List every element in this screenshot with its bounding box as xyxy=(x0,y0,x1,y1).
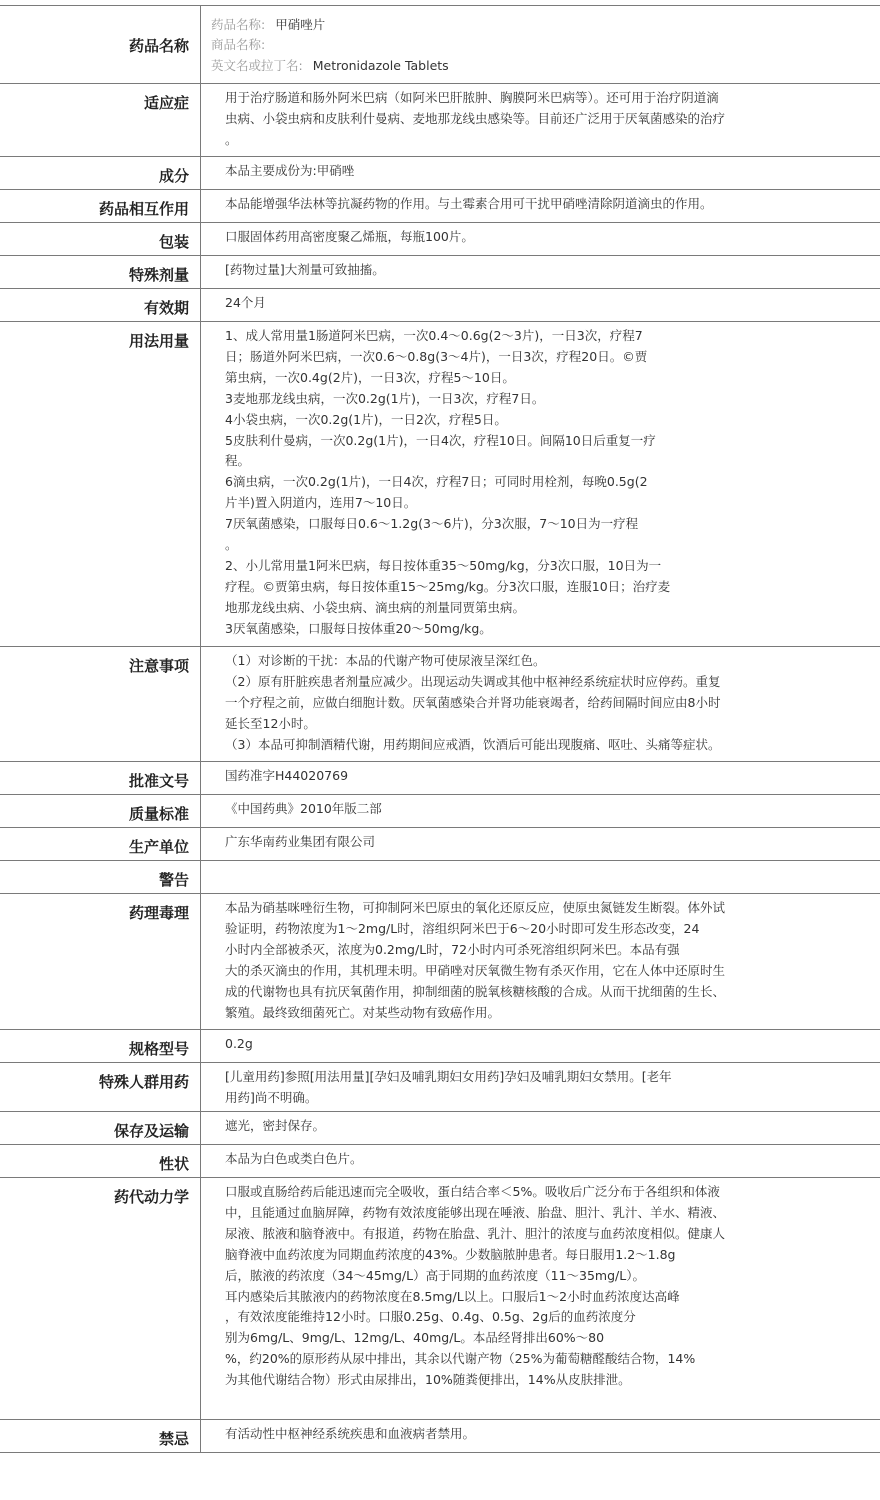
english-name-value: Metronidazole Tablets xyxy=(312,57,449,73)
value-line: 耳内感染后其脓液内的药物浓度在8.5mg/L以上。口服后1～2小时血药浓度达高峰 xyxy=(225,1288,680,1304)
table-row xyxy=(0,157,880,190)
table-row xyxy=(0,190,880,223)
value-line: 本品为硝基咪唑衍生物，可抑制阿米巴原虫的氧化还原反应，使原虫氮链发生断裂。体外试 xyxy=(225,900,726,915)
row-label: 规格型号 xyxy=(0,1030,201,1062)
row-value xyxy=(201,762,880,794)
table-row xyxy=(0,84,880,157)
value-line: 本品为白色或类白色片。 xyxy=(225,1151,363,1166)
value-line: 脑脊液中血药浓度为同期血药浓度的43%。少数脑脓肿患者。每日服用1.2～1.8g xyxy=(225,1246,676,1262)
table-row xyxy=(0,256,880,289)
row-label: 特殊人群用药 xyxy=(0,1063,201,1111)
value-line: 延长至12小时。 xyxy=(225,715,316,731)
row-value xyxy=(201,1145,880,1177)
row-value xyxy=(201,1030,880,1062)
value-line: ，有效浓度能维持12小时。口服0.25g、0.4g、0.5g、2g后的血药浓度分 xyxy=(225,1309,636,1325)
row-label: 药品相互作用 xyxy=(0,190,201,222)
value-line: 用于治疗肠道和肠外阿米巴病（如阿米巴肝脓肿、胸膜阿米巴病等）。还可用于治疗阴道滴 xyxy=(225,90,719,105)
value-line: 小时内全部被杀灭，浓度为0.2mg/L时，72小时内可杀死溶组织阿米巴。本品有强 xyxy=(225,941,680,957)
value-line: 本品能增强华法林等抗凝药物的作用。与土霉素合用可干扰甲硝唑清除阴道滴虫的作用。 xyxy=(225,196,713,211)
value-line: 成的代谢物也具有抗厌氧菌作用，抑制细菌的脱氧核糖核酸的合成。从而干扰细菌的生长、 xyxy=(225,983,726,999)
value-line: 24个月 xyxy=(225,295,266,310)
value-line: 片半)置入阴道内，连用7～10日。 xyxy=(225,495,417,511)
row-label: 用法用量 xyxy=(0,322,201,646)
value-line: 为其他代谢结合物）形式由尿排出，10%随粪便排出，14%从皮肤排泄。 xyxy=(225,1372,631,1388)
value-line: 5皮肤利什曼病，一次0.2g(1片)，一日4次，疗程10日。间隔10日后重复一疗 xyxy=(225,432,656,448)
table-row xyxy=(0,1178,880,1420)
value-line: 日；肠道外阿米巴病，一次0.6～0.8g(3～4片)，一日3次，疗程20日。©贾 xyxy=(225,348,648,364)
value-line: 后，脓液的药浓度（34～45mg/L）高于同期的血药浓度（11～35mg/L）。 xyxy=(225,1267,645,1283)
value-line: 1、成人常用量1肠道阿米巴病，一次0.4～0.6g(2～3片)，一日3次，疗程7 xyxy=(225,328,643,343)
value-line: 虫病、小袋虫病和皮肤利什曼病、麦地那龙线虫感染等。目前还广泛用于厌氧菌感染的治疗 xyxy=(225,110,726,126)
row-label: 药品名称 xyxy=(0,6,201,83)
value-line: 尿液、脓液和脑脊液中。有报道，药物在胎盘、乳汁、胆汁的浓度与血药浓度相似。健康人 xyxy=(225,1225,726,1241)
value-line: 本品主要成份为:甲硝唑 xyxy=(225,163,355,178)
value-line: 第虫病，一次0.4g(2片)，一日3次，疗程5～10日。 xyxy=(225,369,515,385)
row-label: 禁忌 xyxy=(0,1420,201,1452)
value-line: 国药准字H44020769 xyxy=(225,768,349,783)
table-row xyxy=(0,1063,880,1112)
row-label: 药理毒理 xyxy=(0,894,201,1029)
row-label: 药代动力学 xyxy=(0,1178,201,1419)
table-row xyxy=(0,647,880,762)
english-name-key: 英文名或拉丁名: xyxy=(211,57,303,73)
value-line: 程。 xyxy=(225,453,251,469)
row-label: 成分 xyxy=(0,157,201,189)
row-value xyxy=(201,190,880,222)
row-label: 适应症 xyxy=(0,84,201,156)
value-line: （3）本品可抑制酒精代谢，用药期间应戒酒，饮酒后可能出现腹痛、呕吐、头痛等症状。 xyxy=(225,736,721,752)
trade-name-key: 商品名称: xyxy=(211,37,266,53)
row-value xyxy=(201,1063,880,1111)
value-line: [药物过量]大剂量可致抽搐。 xyxy=(225,262,385,277)
value-line: 繁殖。最终致细菌死亡。对某些动物有致癌作用。 xyxy=(225,1004,501,1020)
value-line: 口服固体药用高密度聚乙烯瓶，每瓶100片。 xyxy=(225,229,474,244)
row-value xyxy=(201,828,880,860)
table-row xyxy=(0,322,880,647)
table-row xyxy=(0,894,880,1030)
row-value xyxy=(201,861,880,893)
value-line: 《中国药典》2010年版二部 xyxy=(225,801,382,816)
table-row xyxy=(0,795,880,828)
value-line: 4小袋虫病，一次0.2g(1片)，一日2次，疗程5日。 xyxy=(225,411,507,427)
row-label: 警告 xyxy=(0,861,201,893)
row-value xyxy=(201,289,880,321)
table-row xyxy=(0,1420,880,1453)
value-line: 地那龙线虫病、小袋虫病、滴虫病的剂量同贾第虫病。 xyxy=(225,599,526,615)
value-line: 遮光，密封保存。 xyxy=(225,1118,326,1133)
row-value xyxy=(201,84,880,156)
table-row-drug-name xyxy=(0,6,880,84)
value-line: 6滴虫病，一次0.2g(1片)，一日4次，疗程7日；可同时用栓剂，每晚0.5g(2 xyxy=(225,474,648,490)
row-label: 包装 xyxy=(0,223,201,255)
value-line: 中，且能通过血脑屏障，药物有效浓度能够出现在唾液、胎盘、胆汁、乳汁、羊水、精液、 xyxy=(225,1204,726,1220)
row-label: 注意事项 xyxy=(0,647,201,761)
value-line: 验证明，药物浓度为1～2mg/L时，溶组织阿米巴于6～20小时即可发生形态改变，24 xyxy=(225,920,700,936)
value-line: 广东华南药业集团有限公司 xyxy=(225,834,376,849)
value-line: %，约20%的原形药从尿中排出，其余以代谢产物（25%为葡萄糖醛酸结合物，14% xyxy=(225,1351,696,1367)
table-row xyxy=(0,861,880,894)
row-value xyxy=(201,322,880,646)
row-value xyxy=(201,1178,880,1419)
value-line: 用药]尚不明确。 xyxy=(225,1089,318,1105)
generic-name-value: 甲硝唑片 xyxy=(275,17,326,32)
row-value xyxy=(201,157,880,189)
value-line: 7厌氧菌感染，口服每日0.6～1.2g(3～6片)，分3次服，7～10日为一疗程 xyxy=(225,516,639,532)
table-row xyxy=(0,1030,880,1063)
value-line: 口服或直肠给药后能迅速而完全吸收，蛋白结合率＜5%。吸收后广泛分布于各组织和体液 xyxy=(225,1184,720,1199)
value-line: 别为6mg/L、9mg/L、12mg/L、40mg/L。本品经肾排出60%～80 xyxy=(225,1330,605,1346)
value-line: 3麦地那龙线虫病，一次0.2g(1片)，一日3次，疗程7日。 xyxy=(225,390,545,406)
row-value xyxy=(201,795,880,827)
table-body xyxy=(0,84,880,1453)
value-line: 0.2g xyxy=(225,1036,253,1051)
value-line: （1）对诊断的干扰：本品的代谢产物可使尿液呈深红色。 xyxy=(225,653,546,668)
value-line: 大的杀灭滴虫的作用，其机理未明。甲硝唑对厌氧微生物有杀灭作用，它在人体中还原时生 xyxy=(225,962,726,978)
value-line: 。 xyxy=(225,537,238,553)
row-value xyxy=(201,223,880,255)
value-line: 有活动性中枢神经系统疾患和血液病者禁用。 xyxy=(225,1426,476,1441)
value-line: [儿童用药]参照[用法用量][孕妇及哺乳期妇女用药]孕妇及哺乳期妇女禁用。[老年 xyxy=(225,1069,672,1084)
row-value xyxy=(201,647,880,761)
value-line: （2）原有肝脏疾患者剂量应减少。出现运动失调或其他中枢神经系统症状时应停药。重复 xyxy=(225,673,721,689)
row-value xyxy=(201,894,880,1029)
table-row xyxy=(0,1145,880,1178)
row-label: 有效期 xyxy=(0,289,201,321)
table-row xyxy=(0,828,880,861)
drug-name-block xyxy=(201,6,880,83)
row-label: 批准文号 xyxy=(0,762,201,794)
table-row xyxy=(0,223,880,256)
table-row xyxy=(0,762,880,795)
row-label: 生产单位 xyxy=(0,828,201,860)
value-line: 一个疗程之前，应做白细胞计数。厌氧菌感染合并肾功能衰竭者，给药间隔时间应由8小时 xyxy=(225,694,721,710)
row-label: 性状 xyxy=(0,1145,201,1177)
row-value xyxy=(201,1112,880,1144)
table-row xyxy=(0,289,880,322)
value-line: 2、小儿常用量1阿米巴病，每日按体重35～50mg/kg，分3次口服，10日为一 xyxy=(225,557,662,573)
drug-info-table xyxy=(0,5,880,1453)
table-row xyxy=(0,1112,880,1145)
value-line: 疗程。©贾第虫病，每日按体重15～25mg/kg。分3次口服，连服10日；治疗麦 xyxy=(225,578,671,594)
row-value xyxy=(201,1420,880,1452)
value-line: 。 xyxy=(225,131,238,147)
value-line: 3厌氧菌感染，口服每日按体重20～50mg/kg。 xyxy=(225,620,492,636)
generic-name-key: 药品名称: xyxy=(211,17,266,32)
row-label: 质量标准 xyxy=(0,795,201,827)
row-label: 保存及运输 xyxy=(0,1112,201,1144)
row-value xyxy=(201,256,880,288)
row-label: 特殊剂量 xyxy=(0,256,201,288)
